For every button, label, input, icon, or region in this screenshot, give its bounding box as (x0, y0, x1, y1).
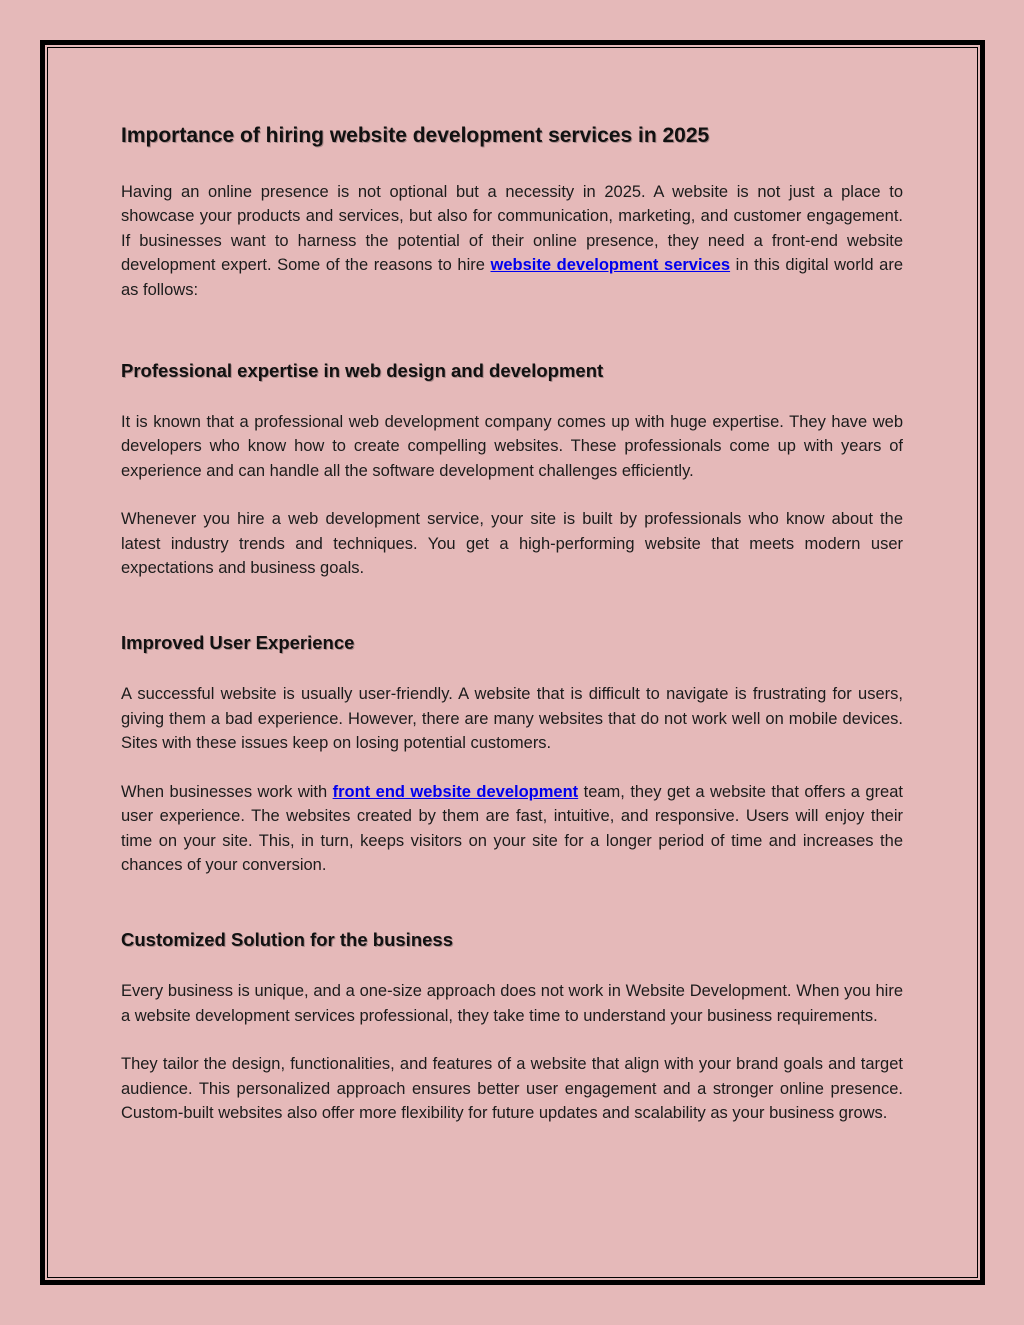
section-paragraph: They tailor the design, functionalities, and features of a website that align with your brand goals and target audience. This personalized approach ensures better user engagement and a stronger online presence. Custom-built websites also offer more flexibility for future updates and scalability as your business grows. (121, 1055, 903, 1122)
section-heading-professional-expertise: Professional expertise in web design and development (121, 360, 604, 382)
intro-paragraph (121, 180, 903, 302)
intro-text-start: Having an online presence is not optional but a necessity in 2025. A website is not just a place to showcase your products and services, but also for communication, marketing, and customer engagement. If businesses want to harness the potential of their online presence, they need a front-end website development expert. Some of the reasons to hire (121, 183, 903, 275)
document-title: Importance of hiring website development services in 2025 (121, 124, 710, 147)
section-paragraph: Every business is unique, and a one-size approach does not work in Website Development. When you hire a website development services professional, they take time to understand your business requirements. (121, 982, 903, 1025)
front-end-website-development-link[interactable]: front end website development (332, 782, 579, 801)
section-paragraph: It is known that a professional web development company comes up with huge expertise. They have web developers who know how to create compelling websites. These professionals come up with years of experience and can handle all the software development challenges efficiently. (121, 413, 903, 480)
section-paragraph: A successful website is usually user-friendly. A website that is difficult to navigate is frustrating for users, giving them a bad experience. However, there are many websites that do not work well on mobile devices. Sites with these issues keep on losing potential customers. (121, 685, 903, 753)
intro-text-end: in this digital world are as follows: (121, 256, 903, 299)
section-heading-improved-user-experience: Improved User Experience (121, 632, 355, 654)
website-development-services-link[interactable]: website development services (490, 256, 731, 275)
section-heading-customized-solution: Customized Solution for the business (121, 929, 453, 951)
paragraph-text-start: When businesses work with (121, 782, 333, 801)
document-body (121, 118, 903, 1149)
paragraph-text-end: team, they get a website that offers a great user experience. The websites created by them are fast, intuitive, and responsive. Users will enjoy their time on your site. This, in turn, keeps visitors on your site for a longer period of time and increases the chances of your conversion. (121, 782, 903, 874)
section-paragraph-with-link (121, 780, 903, 878)
section-paragraph: Whenever you hire a web development service, your site is built by professionals who know about the latest industry trends and techniques. You get a high-performing website that meets modern user expectations and business goals. (121, 510, 903, 578)
